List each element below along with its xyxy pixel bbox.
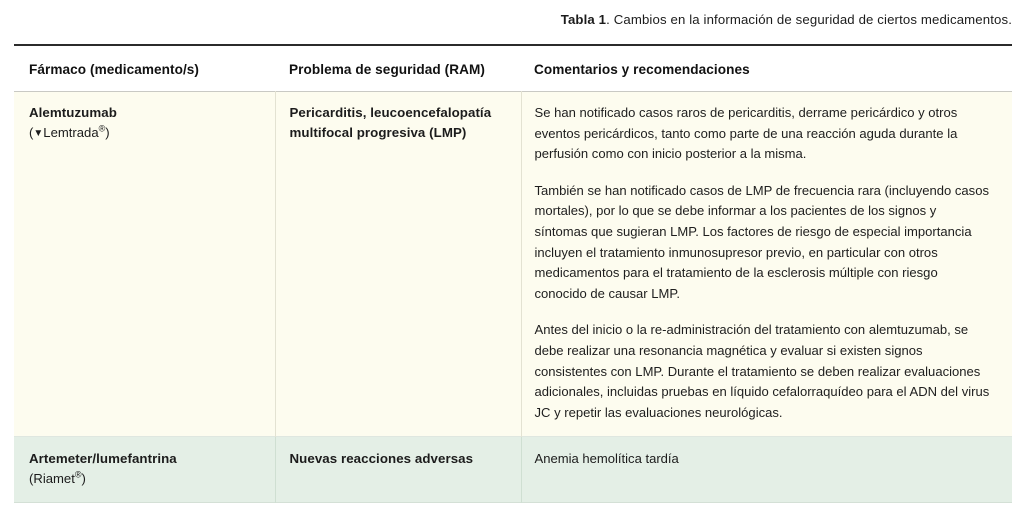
- safety-information-table: [14, 44, 1012, 503]
- brand-paren-open: (: [29, 125, 34, 140]
- cell-drug: [14, 437, 275, 503]
- table-body: [14, 92, 1012, 503]
- registered-trademark-icon: ®: [74, 469, 82, 480]
- table-row: [14, 92, 1012, 437]
- comment-paragraph: Se han notificado casos raros de pericarditis, derrame pericárdico y otros eventos pericárdicos, tanto como parte de una reacción aguda durante la perfusión como con inicio posterior a la misma.: [534, 105, 958, 162]
- column-header-safety-issue: Problema de seguridad (RAM): [275, 45, 521, 92]
- table-caption-text: . Cambios en la información de seguridad de ciertos medicamentos.: [606, 12, 1012, 27]
- cell-drug: [14, 92, 275, 437]
- registered-trademark-icon: ®: [98, 123, 106, 134]
- brand-name: Riamet: [33, 471, 75, 487]
- drug-name: Artemeter/lumefantrina: [29, 451, 177, 467]
- table-caption: [14, 11, 1012, 29]
- cell-comments: [521, 437, 1012, 503]
- drug-name: Alemtuzumab: [29, 105, 117, 120]
- brand-name: Lemtrada: [43, 125, 99, 140]
- header-row: [14, 45, 1012, 92]
- cell-comments: [521, 92, 1012, 437]
- comment-paragraph: También se han notificado casos de LMP de frecuencia rara (incluyendo casos mortales), por lo que se debe informar a los pacientes de los signos y síntomas que sugieran LMP. Los factores de riesgo de especial importancia incluyen el tratamiento inmunosupresor previo, en particular con otros medicamentos para el tratamiento de la esclerosis múltiple con riesgo conocido de causar LMP.: [534, 182, 989, 301]
- table-row: [14, 437, 1012, 503]
- comment-paragraph: Anemia hemolítica tardía: [534, 451, 679, 467]
- cell-safety-issue: [275, 437, 521, 503]
- column-header-drug: Fármaco (medicamento/s): [14, 45, 275, 92]
- brand-paren-open: (: [29, 471, 34, 487]
- drug-brand: [29, 122, 259, 143]
- safety-issue-text: Nuevas reacciones adversas: [289, 451, 474, 467]
- drug-brand: [29, 468, 259, 489]
- table-container: [14, 44, 1012, 503]
- cell-safety-issue: [275, 92, 521, 437]
- column-header-comments: Comentarios y recomendaciones: [521, 45, 1012, 92]
- brand-paren-close: ): [105, 125, 110, 140]
- comment-paragraph: Antes del inicio o la re-administración del tratamiento con alemtuzumab, se debe realizar una resonancia magnética y evaluar si existen signos consistentes con LMP. Durante el tratamiento se deben realizar evaluaciones adicionales, incluidas pruebas en líquido cefalorraquídeo para el ADN del virus JC y repetir las evaluaciones neurológicas.: [534, 322, 990, 420]
- black-triangle-icon: ▼: [33, 128, 44, 139]
- table-header: [14, 45, 1012, 92]
- brand-paren-close: ): [81, 471, 86, 487]
- table-caption-label: Tabla 1: [560, 12, 607, 27]
- safety-issue-text: Pericarditis, leucoencefalopatía multifocal progresiva (LMP): [289, 105, 492, 140]
